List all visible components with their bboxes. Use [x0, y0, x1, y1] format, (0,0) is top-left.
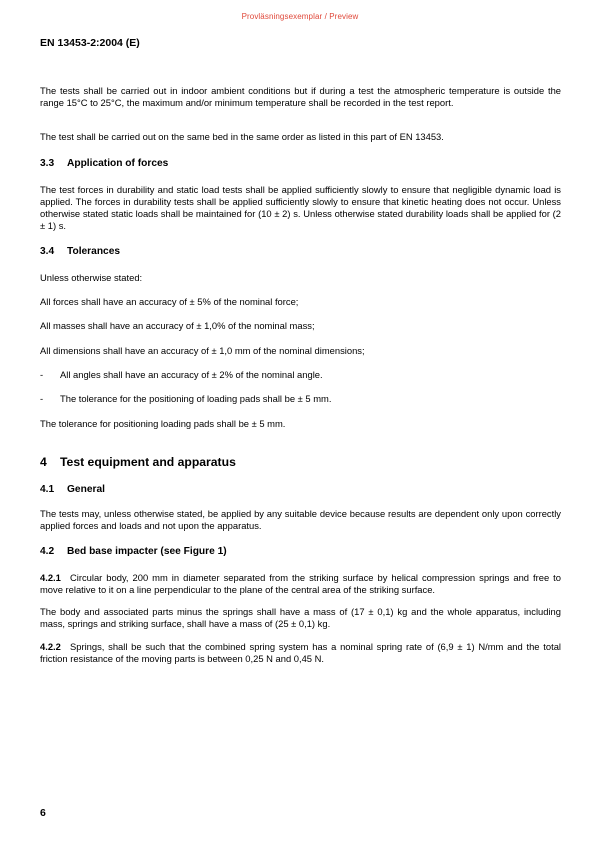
- tolerance-forces: All forces shall have an accuracy of ± 5% of the nominal force;: [40, 296, 299, 307]
- tolerance-loading-pads: The tolerance for positioning loading pads shall be ± 5 mm.: [40, 418, 286, 429]
- paragraph-body-mass: The body and associated parts minus the springs shall have a mass of (17 ± 0,1) kg and the whole apparatus, including mass, springs and striking surface, shall have a mass of (25 ± 0,1) kg.: [40, 606, 561, 629]
- list-item-loading-pads: [40, 393, 331, 404]
- list-item-angles: [40, 369, 323, 380]
- subsection-number: 4.2.2: [40, 641, 61, 652]
- section-title: Application of forces: [67, 158, 169, 169]
- list-item-text: All angles shall have an accuracy of ± 2% of the nominal angle.: [60, 369, 323, 380]
- paragraph-general: The tests may, unless otherwise stated, be applied by any suitable device because results are dependent only upon correctly applied forces and loads and not upon the apparatus.: [40, 508, 561, 531]
- section-title: Test equipment and apparatus: [60, 455, 236, 469]
- paragraph-4-2-2: [40, 641, 561, 665]
- section-title: Bed base impacter (see Figure 1): [67, 546, 227, 557]
- page-number: 6: [40, 807, 46, 819]
- heading-4-2: [40, 546, 227, 557]
- subsection-number: 4.2.1: [40, 572, 61, 583]
- heading-4: [40, 455, 236, 469]
- paragraph-same-bed: The test shall be carried out on the same bed in the same order as listed in this part of EN 13453.: [40, 131, 444, 142]
- heading-3-3: [40, 158, 168, 169]
- section-title: General: [67, 484, 105, 495]
- heading-3-4: [40, 246, 120, 257]
- tolerance-dimensions: All dimensions shall have an accuracy of ± 1,0 mm of the nominal dimensions;: [40, 345, 365, 356]
- section-number: 4.1: [40, 484, 55, 495]
- paragraph-4-2-1: [40, 572, 561, 596]
- dash-marker: -: [40, 393, 44, 404]
- section-title: Tolerances: [67, 246, 121, 257]
- heading-4-1: [40, 484, 105, 495]
- document-id: EN 13453-2:2004 (E): [40, 37, 140, 49]
- section-number: 4.2: [40, 546, 55, 557]
- section-number: 3.4: [40, 246, 55, 257]
- dash-marker: -: [40, 369, 44, 380]
- paragraph-ambient-conditions: The tests shall be carried out in indoor ambient conditions but if during a test the atmospheric temperature is outside the range 15°C to 25°C, the maximum and/or minimum temperature shall be recorded in the test report.: [40, 85, 561, 108]
- tolerances-intro: Unless otherwise stated:: [40, 272, 143, 283]
- section-number: 4: [40, 455, 47, 469]
- tolerance-masses: All masses shall have an accuracy of ± 1,0% of the nominal mass;: [40, 320, 315, 331]
- paragraph-application-of-forces: The test forces in durability and static load tests shall be applied sufficiently slowly to ensure that negligible dynamic load is applied. The forces in durability tests shall be applied sufficiently slowly to ensure that kinetic heating does not occur. Unless otherwise stated static loads shall be maintained for (10 ± 2) s. Unless otherwise stated durability loads shall be applied for (2 ± 1) s.: [40, 184, 561, 231]
- section-number: 3.3: [40, 158, 55, 169]
- list-item-text: The tolerance for the positioning of loading pads shall be ± 5 mm.: [60, 393, 332, 404]
- subsection-text: Circular body, 200 mm in diameter separated from the striking surface by helical compression springs and free to move relative to it on a line perpendicular to the plane of the central area of the striking surface.: [40, 572, 561, 595]
- preview-banner: Provläsningsexemplar / Preview: [241, 12, 359, 21]
- subsection-text: Springs, shall be such that the combined spring system has a nominal spring rate of (6,9 ± 1) N/mm and the total friction resistance of the moving parts is between 0,25 N and 0,45 N.: [40, 641, 561, 664]
